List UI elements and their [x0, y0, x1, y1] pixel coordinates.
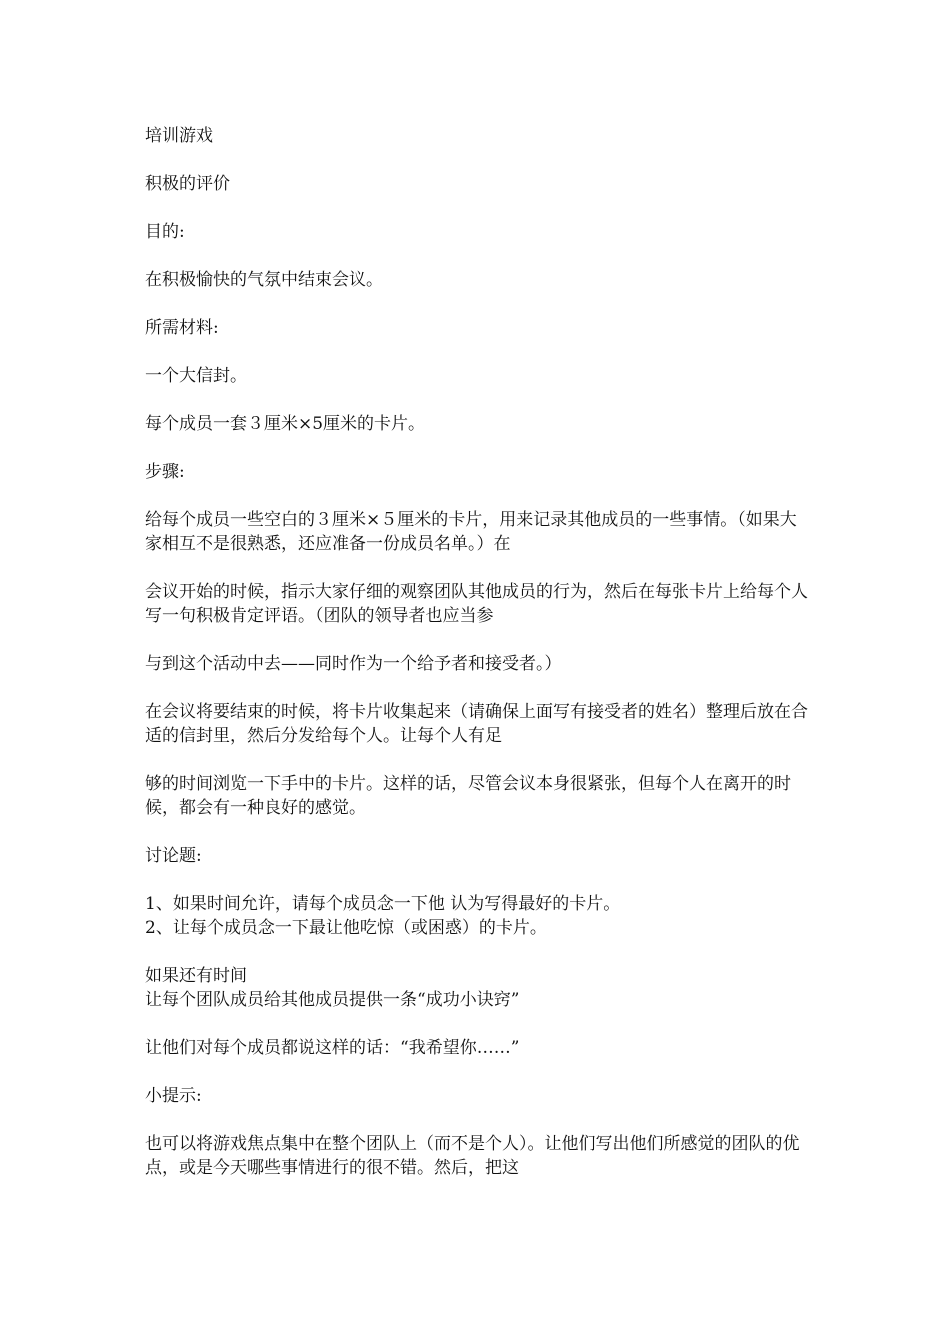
extra-line: 让他们对每个成员都说这样的话：“我希望你……”: [145, 1038, 520, 1058]
steps-paragraph: 给每个成员一些空白的３厘米×５厘米的卡片，用来记录其他成员的一些事情。（如果大家相互不是很熟悉，还应准备一份成员名单。）在: [145, 510, 797, 554]
extra-line: 让每个团队成员给其他成员提供一条“成功小诀窍”: [145, 990, 520, 1010]
discussion-heading: 讨论题:: [145, 846, 202, 866]
tips-heading: 小提示:: [145, 1086, 202, 1106]
discussion-item: 2、让每个成员念一下最让他吃惊（或困惑）的卡片。: [145, 918, 547, 938]
materials-heading: 所需材料:: [145, 318, 219, 338]
steps-paragraph: 在会议将要结束的时候，将卡片收集起来（请确保上面写有接受者的姓名）整理后放在合适的信封里，然后分发给每个人。让每个人有足: [145, 702, 808, 746]
extra-line: 如果还有时间: [145, 966, 247, 986]
document-subtitle: 积极的评价: [145, 174, 230, 194]
purpose-heading: 目的:: [145, 222, 185, 242]
steps-heading: 步骤:: [145, 462, 185, 482]
materials-item: 一个大信封。: [145, 366, 247, 386]
steps-paragraph: 会议开始的时候，指示大家仔细的观察团队其他成员的行为，然后在每张卡片上给每个人写一句积极肯定评语。（团队的领导者也应当参: [145, 582, 808, 626]
steps-paragraph: 与到这个活动中去——同时作为一个给予者和接受者。）: [145, 654, 562, 674]
tips-text: 也可以将游戏焦点集中在整个团队上（而不是个人）。让他们写出他们所感觉的团队的优点，或是今天哪些事情进行的很不错。然后，把这: [145, 1134, 800, 1178]
purpose-text: 在积极愉快的气氛中结束会议。: [145, 270, 383, 290]
materials-item: 每个成员一套３厘米×5厘米的卡片。: [145, 414, 426, 434]
discussion-item: 1、如果时间允许，请每个成员念一下他 认为写得最好的卡片。: [145, 894, 621, 914]
document-title: 培训游戏: [145, 126, 213, 146]
steps-paragraph: 够的时间浏览一下手中的卡片。这样的话，尽管会议本身很紧张，但每个人在离开的时候，都会有一种良好的感觉。: [145, 774, 791, 818]
document-body: [145, 124, 810, 1204]
